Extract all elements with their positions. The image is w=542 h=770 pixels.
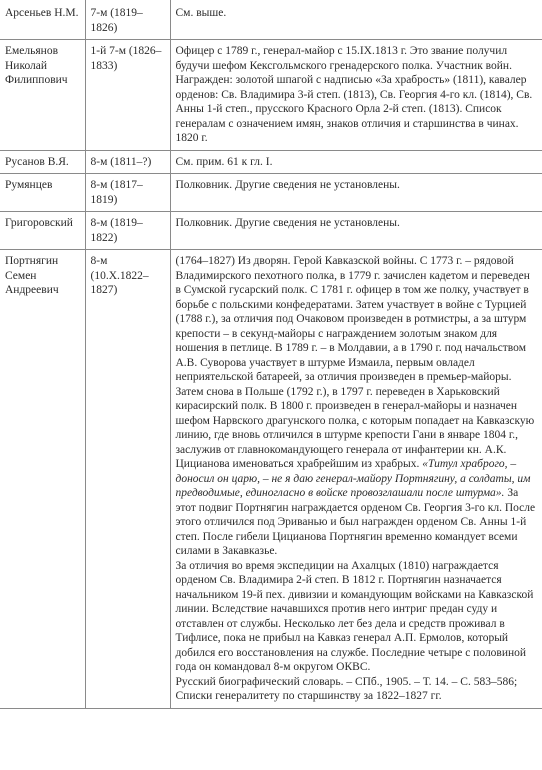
info-cell xyxy=(170,250,542,709)
info-paragraph: Офицер с 1789 г., генерал-майор с 15.IX.1813 г. Это звание получил будучи шефом Кексгольмского гренадерского полка. Участник войн. xyxy=(175,45,512,72)
table-row xyxy=(0,150,542,174)
info-text: За этот подвиг Портнягин награждается орденом Св. Георгия 3-го кл. После этого отличился под Эриванью и был награжден орденом Св. Анны 1-й степ. После гибели Цицианова Портнягин временно командует всеми силами в Закавказье. xyxy=(175,487,536,557)
info-paragraph: Награжден: золотой шпагой с надписью «За храбрость» (1811), кавалер орденов: Св. Владимира 3-й степ. (1813), Св. Георгия 4-го кл. (1814), Св. Анны 1-й степ., прусского Красного Орла 2-й степ. (1813). Список генералам с означением имян, знаков отличия и старшинства в чинах. 1820 г. xyxy=(175,74,533,144)
info-cell xyxy=(170,40,542,151)
person-name-cell: Емельянов Николай Филиппович xyxy=(0,40,85,151)
info-paragraph: Полковник. Другие сведения не установлены. xyxy=(175,217,400,229)
info-paragraph: См. выше. xyxy=(175,7,227,19)
rank-period-cell: 7-м (1819–1826) xyxy=(85,0,170,40)
rank-period-cell: 8-м (1817–1819) xyxy=(85,174,170,212)
info-cell xyxy=(170,150,542,174)
rank-period-cell: 8-м (1819–1822) xyxy=(85,212,170,250)
rank-period-cell: 8-м (10.X.1822–1827) xyxy=(85,250,170,709)
info-paragraph: См. прим. 61 к гл. I. xyxy=(175,155,273,168)
info-paragraph xyxy=(176,254,539,559)
person-name-cell: Русанов В.Я. xyxy=(0,150,85,174)
info-paragraph: Полковник. Другие сведения не установлены. xyxy=(175,179,400,191)
table-row xyxy=(0,40,542,151)
source-reference: Русский биографический словарь. – СПб., 1905. – Т. 14. – С. 583–586; xyxy=(175,675,518,688)
person-name-cell: Портнягин Семен Андреевич xyxy=(0,250,85,709)
info-paragraph: За отличия во время экспедиции на Ахалцых (1810) награждается орденом Св. Владимира 2-й степ. В 1812 г. Портнягин назначается начальником 19-й пех. дивизии и командующим войсками на Кавказской линии. Вследствие начавшихся против него интриг предан суду и отставлен от службы. Несколько лет без дела и средств проживал в Тифлисе, пока не прибыл на Кавказ генерал А.П. Ермолов, который добился его восстановления на службе. Последние четыре с половиной года он командовал 8-м округом ОКВС. xyxy=(175,559,534,673)
info-cell xyxy=(170,0,542,40)
source-reference: Списки генералитету по старшинству за 1822–1827 гг. xyxy=(175,690,442,702)
table-row xyxy=(0,250,542,709)
rank-period-cell: 1-й 7-м (1826–1833) xyxy=(85,40,170,151)
info-text: (1764–1827) Из дворян. Герой Кавказской войны. С 1773 г. – рядовой Владимирского пехотного полка, в 1779 г. зачислен кадетом и переведен в Сумской гусарский полк. С 1781 г. офицер в том же полку, участвует в борьбе с польскими конфедератами. Затем участвует в войне с Турцией (1788 г.), за отличия под Очаковом произведен в ротмистры, а за штурм крепости – в секунд-майоры с награждением золотым знаком для ношения в петлице. В 1789 г. – в Молдавии, а в 1790 г. под начальством А.В. Суворова участвует в штурме Измаила, первым овладел неприятельской батареей, за отличия произведен в премьер-майоры. Затем снова в Польше (1792 г.), в 1797 г. переведен в Харьковский кирасирский полк. В 1800 г. произведен в генерал-майоры и назначен шефом Нарвского драгунского полка, с которым попадает на Кавказскую линию, где вновь отличился в штурме крепости Гани в январе 1804 г., заслужив от главнокомандующего генерала от инфантерии кн. А.К. Цицианова именоваться храбрейшим из храбрых. xyxy=(175,255,535,470)
table-row xyxy=(0,174,542,212)
table-row xyxy=(0,212,542,250)
info-cell xyxy=(170,212,542,250)
person-name-cell: Григоровский xyxy=(0,212,85,250)
rank-period-cell: 8-м (1811–?) xyxy=(85,150,170,174)
person-name-cell: Арсеньев Н.М. xyxy=(0,0,85,40)
tsar-report-quote: «Титул храброго, – доносил он царю, – не я даю генерал-майору Портнягину, а солдаты, им предводимые, единогласно в войске провозглашали после штурма». xyxy=(175,458,531,499)
info-cell xyxy=(170,174,542,212)
person-name-cell: Румянцев xyxy=(0,174,85,212)
table-row xyxy=(0,0,542,40)
